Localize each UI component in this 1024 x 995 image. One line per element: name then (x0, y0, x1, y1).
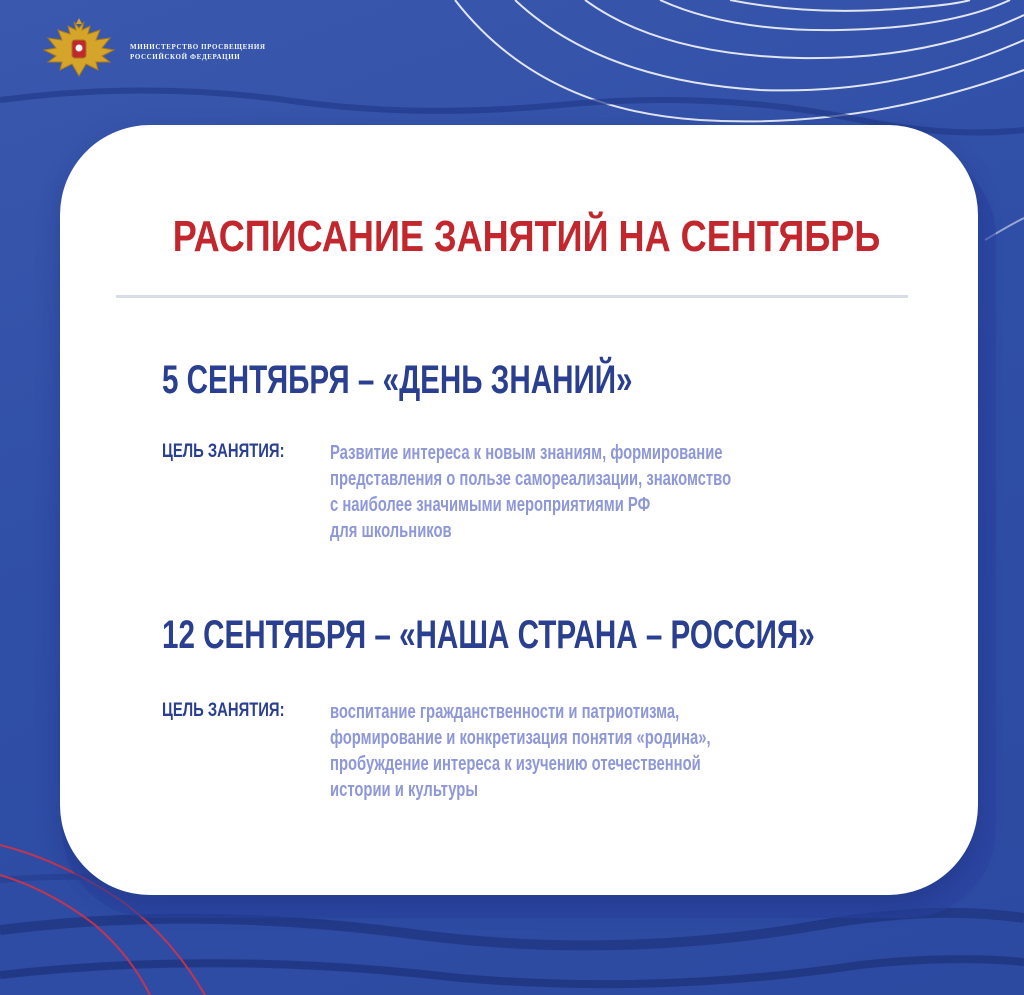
goal-label: ЦЕЛЬ ЗАНЯТИЯ: (162, 700, 285, 721)
coat-of-arms-icon (38, 18, 120, 86)
ministry-name (130, 42, 266, 62)
goal-line: для школьников (330, 520, 452, 542)
page-title: РАСПИСАНИЕ ЗАНЯТИЙ НА СЕНТЯБРЬ (172, 212, 881, 261)
goal-line: формирование и конкретизация понятия «родина», (330, 727, 711, 749)
goal-line: истории и культуры (330, 779, 478, 801)
goal-line: Развитие интереса к новым знаниям, формирование (330, 442, 723, 464)
ministry-name-line1: МИНИСТЕРСТВО ПРОСВЕЩЕНИЯ (130, 43, 266, 51)
event-heading: 12 СЕНТЯБРЯ – «НАША СТРАНА – РОССИЯ» (162, 613, 815, 657)
goal-line: воспитание гражданственности и патриотизма, (330, 701, 680, 723)
event-goal (162, 440, 732, 542)
goal-line: пробуждение интереса к изучению отечественной (330, 753, 701, 775)
goal-line: представления о пользе самореализации, знакомство (330, 468, 732, 490)
event-goal (162, 699, 711, 801)
goal-label: ЦЕЛЬ ЗАНЯТИЯ: (162, 441, 285, 462)
ministry-header (38, 18, 266, 86)
goal-text (330, 440, 731, 544)
ministry-name-line2: РОССИЙСКОЙ ФЕДЕРАЦИИ (130, 53, 241, 61)
event-heading: 5 СЕНТЯБРЯ – «ДЕНЬ ЗНАНИЙ» (162, 358, 633, 402)
goal-text (330, 699, 711, 803)
title-divider (116, 295, 908, 298)
goal-line: с наиболее значимыми мероприятиями РФ (330, 494, 651, 516)
